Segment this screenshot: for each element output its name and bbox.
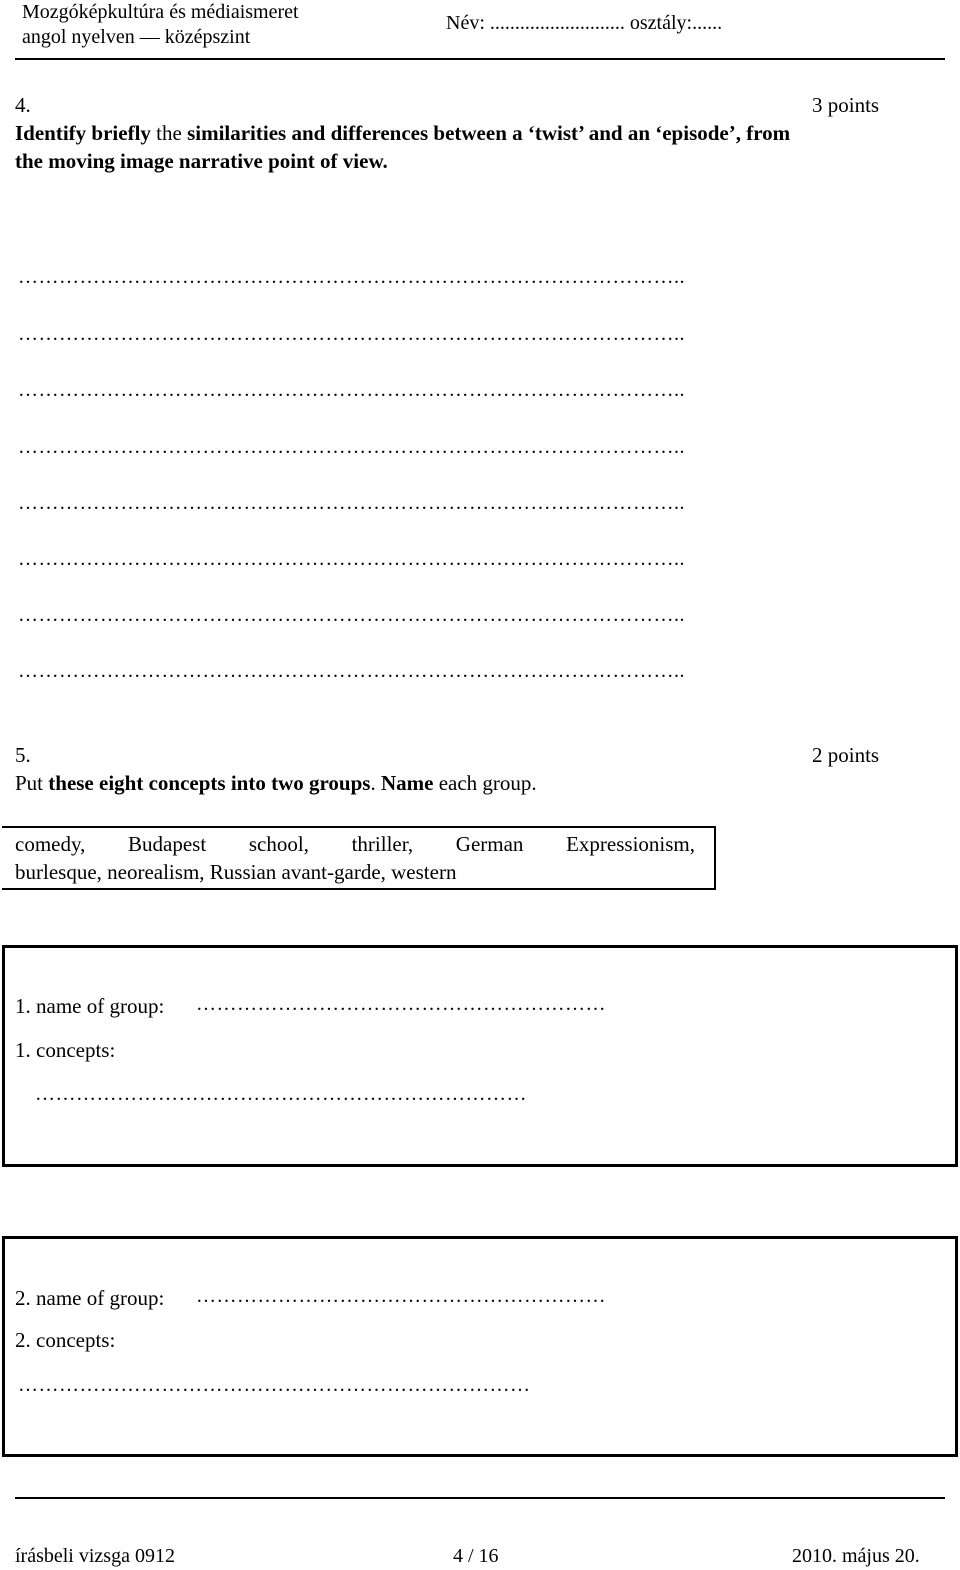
concepts-text: comedy, Budapest school, thriller, German Expressionism, [15,832,695,856]
answer-line[interactable]: …………………………………………………………………………………….. [18,548,685,570]
group-2-concepts-field[interactable]: ………………………………………………………………… [18,1374,531,1396]
prompt-normal: . [370,771,381,795]
group-1-name-field[interactable]: …………………………………………………… [196,993,606,1015]
exam-code: írásbeli vizsga 0912 [15,1545,175,1567]
subject-title: Mozgóképkultúra és médiaismeret [22,1,299,23]
question-5-prompt [15,769,537,797]
prompt-normal: each group. [433,771,537,795]
prompt-normal: the [150,121,188,145]
answer-line[interactable]: …………………………………………………………………………………….. [18,604,685,626]
answer-line[interactable]: …………………………………………………………………………………….. [18,323,685,345]
question-4-prompt-line2: the moving image narrative point of view. [15,149,388,173]
concepts-line-1 [15,830,695,858]
header-divider [15,58,945,60]
footer-divider [15,1497,945,1499]
prompt-bold: these eight concepts into two groups [48,771,371,795]
answer-line[interactable]: …………………………………………………………………………………….. [18,436,685,458]
group-1-concepts-field[interactable]: ……………………………………………………………… [35,1083,527,1105]
group-2-name-field[interactable]: …………………………………………………… [196,1285,606,1307]
question-5-number: 5. [15,743,31,767]
answer-line[interactable]: …………………………………………………………………………………….. [18,660,685,682]
subject-level: angol nyelven — középszint [22,26,251,48]
answer-line[interactable]: …………………………………………………………………………………….. [18,266,685,288]
group-1-answer-box [2,945,958,1167]
question-5-points: 2 points [812,743,880,767]
prompt-normal: Put [15,771,49,795]
prompt-bold: Identify briefly [15,121,151,145]
name-class-field: Név: ........................... osztály:...... [446,12,723,34]
group-2-answer-box [2,1236,958,1457]
answer-line[interactable]: …………………………………………………………………………………….. [18,492,685,514]
page-number: 4 / 16 [453,1545,499,1567]
concepts-line-2: burlesque, neorealism, Russian avant-garde, western [15,860,457,884]
group-2-name-label: 2. name of group: [15,1286,165,1310]
group-2-concepts-label: 2. concepts: [15,1328,116,1352]
group-1-name-label: 1. name of group: [15,994,165,1018]
group-1-concepts-label: 1. concepts: [15,1038,116,1062]
question-4-prompt-line1 [15,119,790,147]
answer-line[interactable]: …………………………………………………………………………………….. [18,379,685,401]
question-4-points: 3 points [812,93,880,117]
question-4-number: 4. [15,93,31,117]
prompt-bold: Name [380,771,434,795]
prompt-bold: similarities and differences between a ‘twist’ and an ‘episode’, from [187,121,791,145]
exam-date: 2010. május 20. [792,1545,920,1567]
